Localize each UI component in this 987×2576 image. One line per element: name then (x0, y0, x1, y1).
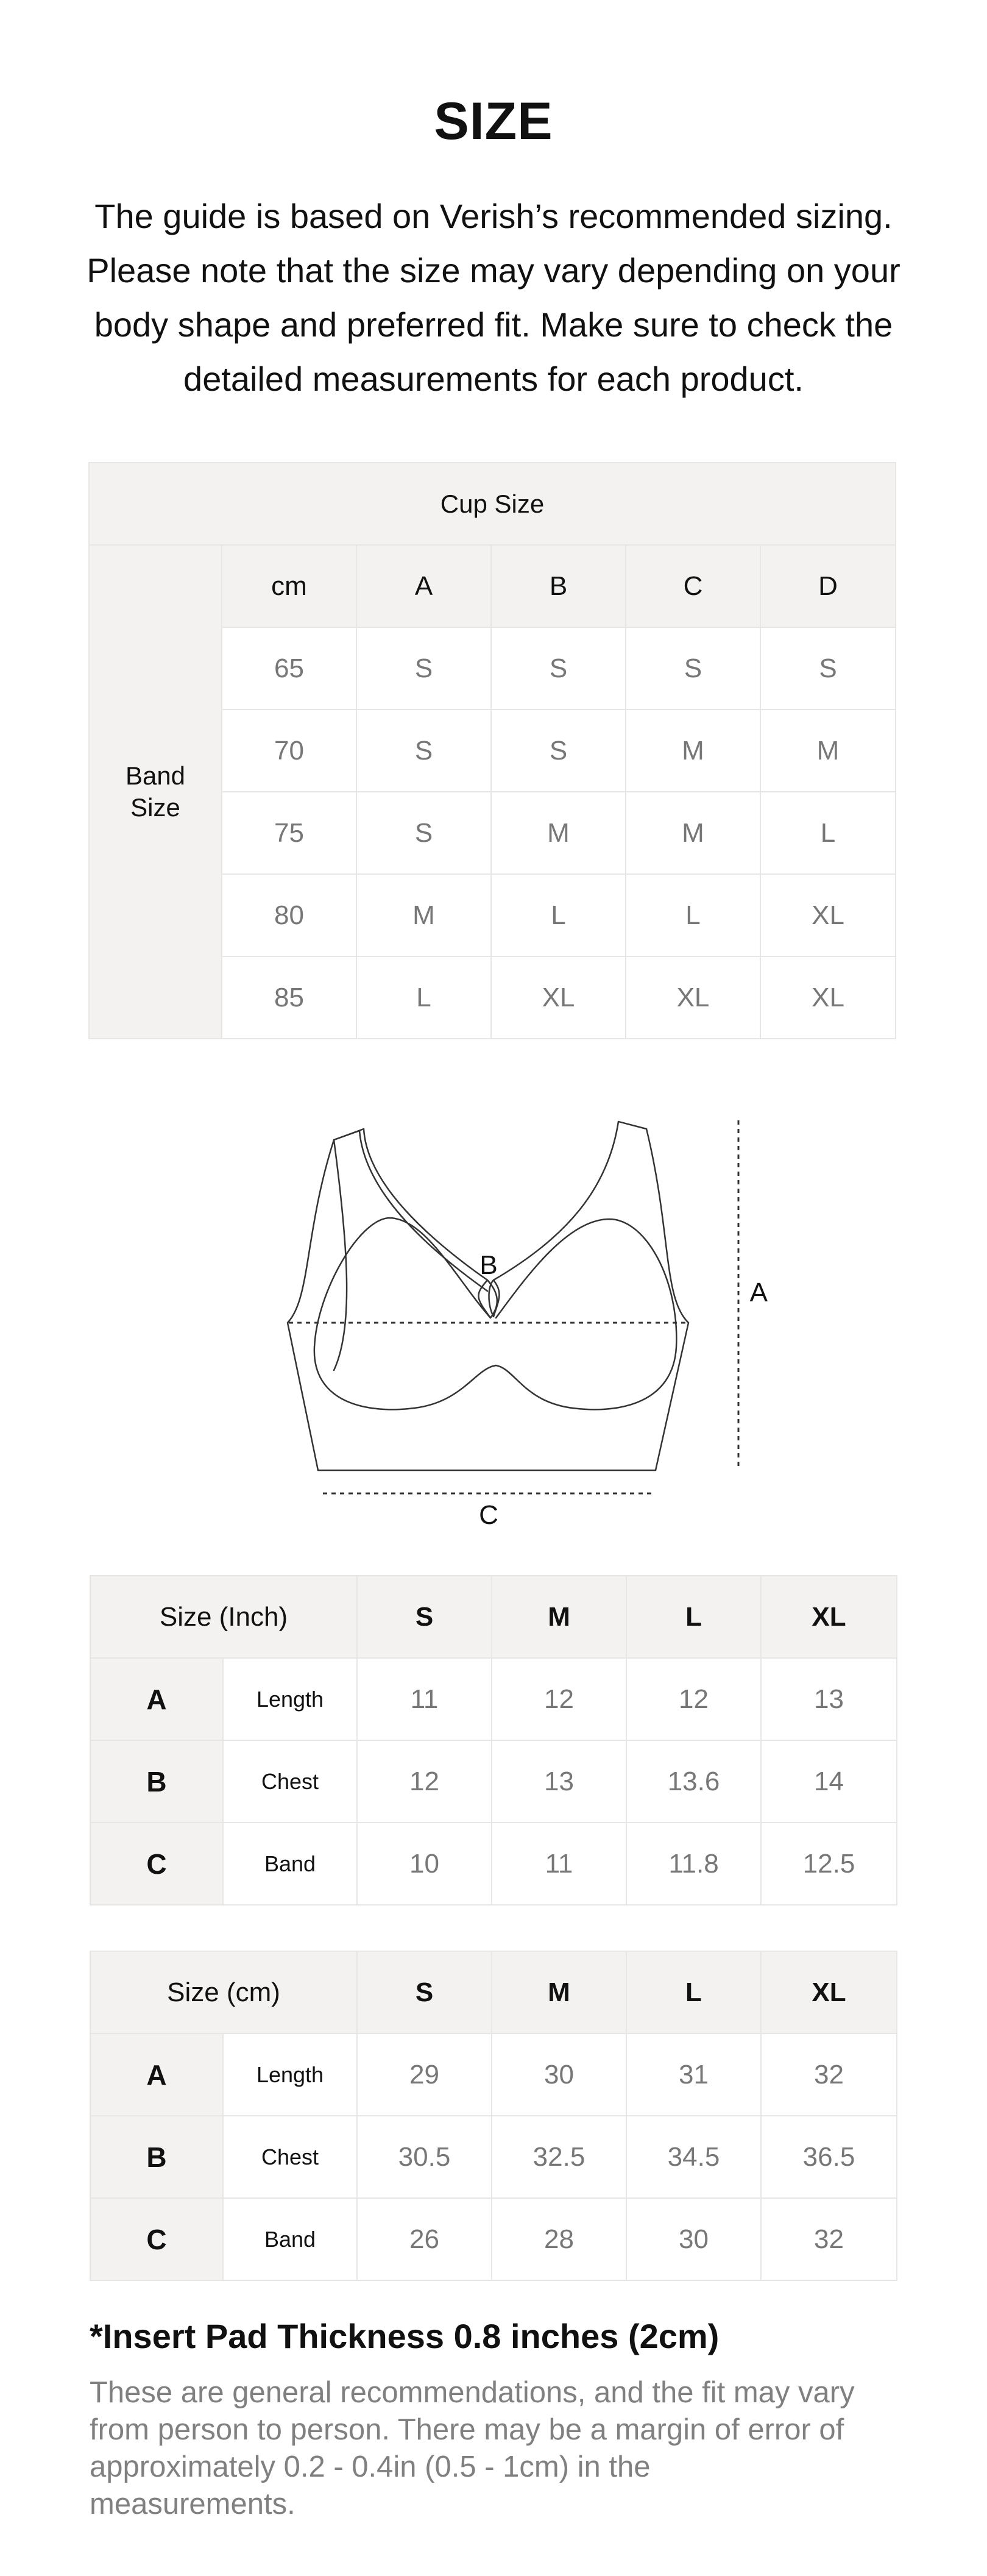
label-c: C (479, 1500, 498, 1530)
size-cell: L (356, 956, 491, 1039)
measurement-cell: 12 (357, 1740, 492, 1823)
bra-measurement-diagram (280, 1097, 768, 1536)
table-row (90, 1740, 897, 1823)
size-cell: S (356, 710, 491, 792)
size-cell: M (491, 792, 626, 874)
size-cm-table (90, 1951, 897, 2281)
bra-left-side (288, 1129, 688, 1470)
cup-size-title: Cup Size (89, 463, 896, 545)
size-cell: XL (760, 956, 896, 1039)
table-row (90, 1658, 897, 1740)
band-size-label: Band Size (89, 545, 222, 1039)
row-letter: B (90, 1740, 223, 1823)
row-label: Length (223, 2033, 357, 2116)
size-cell: S (356, 792, 491, 874)
measurement-cell: 32 (761, 2033, 897, 2116)
cm-table-header: Size (cm) (90, 1951, 357, 2033)
measurement-cell: 30 (492, 2033, 626, 2116)
row-letter: C (90, 1823, 223, 1905)
label-b: B (479, 1250, 498, 1280)
size-inch-table (90, 1575, 897, 1905)
size-cell: XL (626, 956, 760, 1039)
pad-thickness-title: *Insert Pad Thickness 0.8 inches (2cm) (90, 2317, 720, 2355)
table-row (90, 2033, 897, 2116)
table-row (90, 2116, 897, 2198)
bra-body-outline (334, 1129, 497, 1370)
band-value: 80 (222, 874, 356, 956)
row-label: Chest (223, 1740, 357, 1823)
size-cell: M (356, 874, 491, 956)
table-row (90, 1823, 897, 1905)
bra-outline-graphic (280, 1097, 768, 1536)
size-header-xl: XL (761, 1951, 897, 2033)
band-value: 85 (222, 956, 356, 1039)
size-header-m: M (492, 1951, 626, 2033)
size-header-s: S (357, 1576, 492, 1658)
measurement-cell: 11.8 (626, 1823, 761, 1905)
cup-header-a: A (356, 545, 491, 627)
unit-header: cm (222, 545, 356, 627)
measurement-cell: 13 (492, 1740, 626, 1823)
cup-header-d: D (760, 545, 896, 627)
cup-header-row (89, 545, 896, 627)
intro-text: The guide is based on Verish’s recommended sizing. Please note that the size may vary depending on your body shape and preferred fit. Make sure to check the detailed measurements for each product. (87, 197, 900, 398)
size-cell: S (760, 627, 896, 710)
size-cell: S (356, 627, 491, 710)
cup-header-c: C (626, 545, 760, 627)
size-cell: L (626, 874, 760, 956)
bra-right-strap (489, 1122, 647, 1317)
size-cell: L (760, 792, 896, 874)
band-value: 75 (222, 792, 356, 874)
size-header-xl: XL (761, 1576, 897, 1658)
inch-table-header: Size (Inch) (90, 1576, 357, 1658)
measurement-cell: 32.5 (492, 2116, 626, 2198)
measurement-cell: 29 (357, 2033, 492, 2116)
measurement-cell: 28 (492, 2198, 626, 2280)
left-cup-outline (314, 1218, 496, 1409)
measurement-cell: 31 (626, 2033, 761, 2116)
measurement-cell: 14 (761, 1740, 897, 1823)
measurement-cell: 26 (357, 2198, 492, 2280)
size-cell: L (491, 874, 626, 956)
size-header-l: L (626, 1951, 761, 2033)
size-header-s: S (357, 1951, 492, 2033)
measurement-cell: 36.5 (761, 2116, 897, 2198)
size-cell: M (760, 710, 896, 792)
row-letter: B (90, 2116, 223, 2198)
measurement-cell: 11 (357, 1658, 492, 1740)
size-cell: S (626, 627, 760, 710)
band-value: 65 (222, 627, 356, 710)
band-value: 70 (222, 710, 356, 792)
size-header-l: L (626, 1576, 761, 1658)
row-label: Band (223, 2198, 357, 2280)
measurement-cell: 12 (626, 1658, 761, 1740)
page-title: SIZE (434, 92, 553, 151)
bra-left-strap (334, 1131, 487, 1291)
measurement-cell: 12.5 (761, 1823, 897, 1905)
right-cup-outline (496, 1219, 676, 1409)
size-cell: M (626, 710, 760, 792)
cm-header-row (90, 1951, 897, 2033)
size-cell: S (491, 710, 626, 792)
row-letter: C (90, 2198, 223, 2280)
row-label: Length (223, 1658, 357, 1740)
cup-header-b: B (491, 545, 626, 627)
table-row (90, 2198, 897, 2280)
size-cell: M (626, 792, 760, 874)
size-cell: S (491, 627, 626, 710)
cup-size-title-row (89, 463, 896, 545)
cup-size-table (88, 462, 896, 1039)
label-a: A (749, 1278, 768, 1308)
measurement-cell: 10 (357, 1823, 492, 1905)
measurement-cell: 13.6 (626, 1740, 761, 1823)
inch-header-row (90, 1576, 897, 1658)
row-label: Chest (223, 2116, 357, 2198)
size-cell: XL (491, 956, 626, 1039)
measurement-cell: 13 (761, 1658, 897, 1740)
measurement-cell: 30.5 (357, 2116, 492, 2198)
row-letter: A (90, 2033, 223, 2116)
fit-note-text: These are general recommendations, and the fit may vary from person to person. There may be a margin of error of approximately 0.2 - 0.4in (0.5 - 1cm) in the measurements. (90, 2376, 855, 2521)
size-header-m: M (492, 1576, 626, 1658)
measurement-cell: 11 (492, 1823, 626, 1905)
size-cell: XL (760, 874, 896, 956)
row-letter: A (90, 1658, 223, 1740)
measurement-cell: 12 (492, 1658, 626, 1740)
measurement-cell: 34.5 (626, 2116, 761, 2198)
measurement-cell: 32 (761, 2198, 897, 2280)
row-label: Band (223, 1823, 357, 1905)
measurement-cell: 30 (626, 2198, 761, 2280)
